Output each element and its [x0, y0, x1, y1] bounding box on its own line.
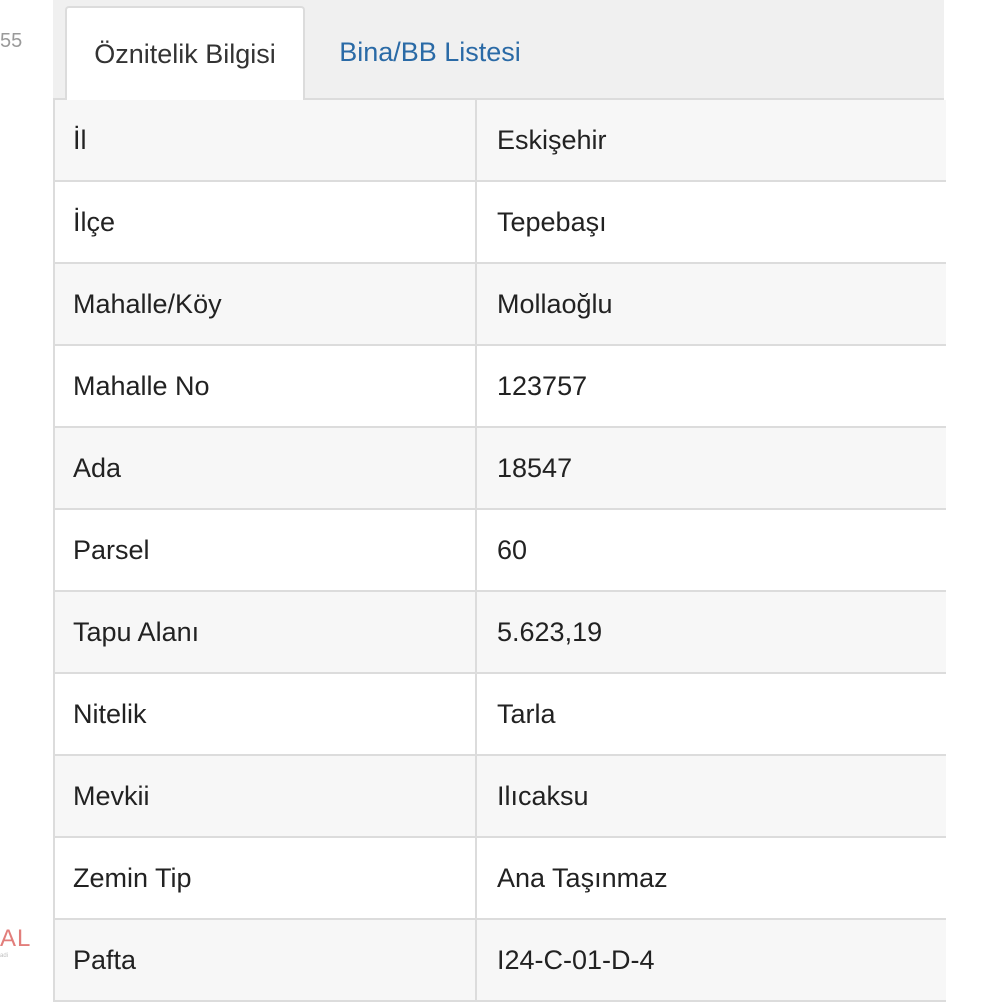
row-value: Eskişehir — [497, 124, 607, 155]
table-row-mahalle-koy — [55, 264, 946, 346]
attribute-table — [53, 100, 946, 1002]
tab-oznitelik-bilgisi[interactable]: Öznitelik Bilgisi — [65, 6, 305, 100]
table-row-mahalle-no — [55, 346, 946, 428]
table-row-mevkii — [55, 756, 946, 838]
watermark-subtext: adi — [0, 953, 9, 959]
tab-bina-bb-listesi[interactable]: Bina/BB Listesi — [339, 36, 521, 67]
row-value: Tarla — [497, 698, 556, 729]
row-value: 18547 — [497, 452, 573, 483]
row-value: Ana Taşınmaz — [497, 862, 668, 893]
table-row-pafta — [55, 920, 946, 1002]
row-key: İlçe — [55, 182, 477, 262]
row-key: Parsel — [55, 510, 477, 590]
row-key: Pafta — [55, 920, 477, 1000]
info-panel — [53, 0, 944, 1000]
edge-number-text: 55 — [0, 30, 23, 52]
row-value: Mollaoğlu — [497, 288, 613, 319]
row-key: Mahalle No — [55, 346, 477, 426]
row-value: 123757 — [497, 370, 588, 401]
table-row-il — [55, 100, 946, 182]
table-row-ilce — [55, 182, 946, 264]
row-value: Ilıcaksu — [497, 780, 589, 811]
row-value: 5.623,19 — [497, 616, 603, 647]
table-row-parsel — [55, 510, 946, 592]
table-row-nitelik — [55, 674, 946, 756]
watermark-logo — [0, 925, 32, 959]
table-row-tapu-alani — [55, 592, 946, 674]
row-key: Tapu Alanı — [55, 592, 477, 672]
row-key: Zemin Tip — [55, 838, 477, 918]
row-key: Nitelik — [55, 674, 477, 754]
row-key: İl — [55, 100, 477, 180]
row-value: I24-C-01-D-4 — [497, 944, 655, 975]
table-row-ada — [55, 428, 946, 510]
row-key: Mahalle/Köy — [55, 264, 477, 344]
row-key: Mevkii — [55, 756, 477, 836]
row-value: Tepebaşı — [497, 206, 607, 237]
row-value: 60 — [497, 534, 528, 565]
row-key: Ada — [55, 428, 477, 508]
tab-bar — [53, 0, 944, 100]
table-row-zemin-tip — [55, 838, 946, 920]
watermark-text: AL — [0, 925, 32, 952]
